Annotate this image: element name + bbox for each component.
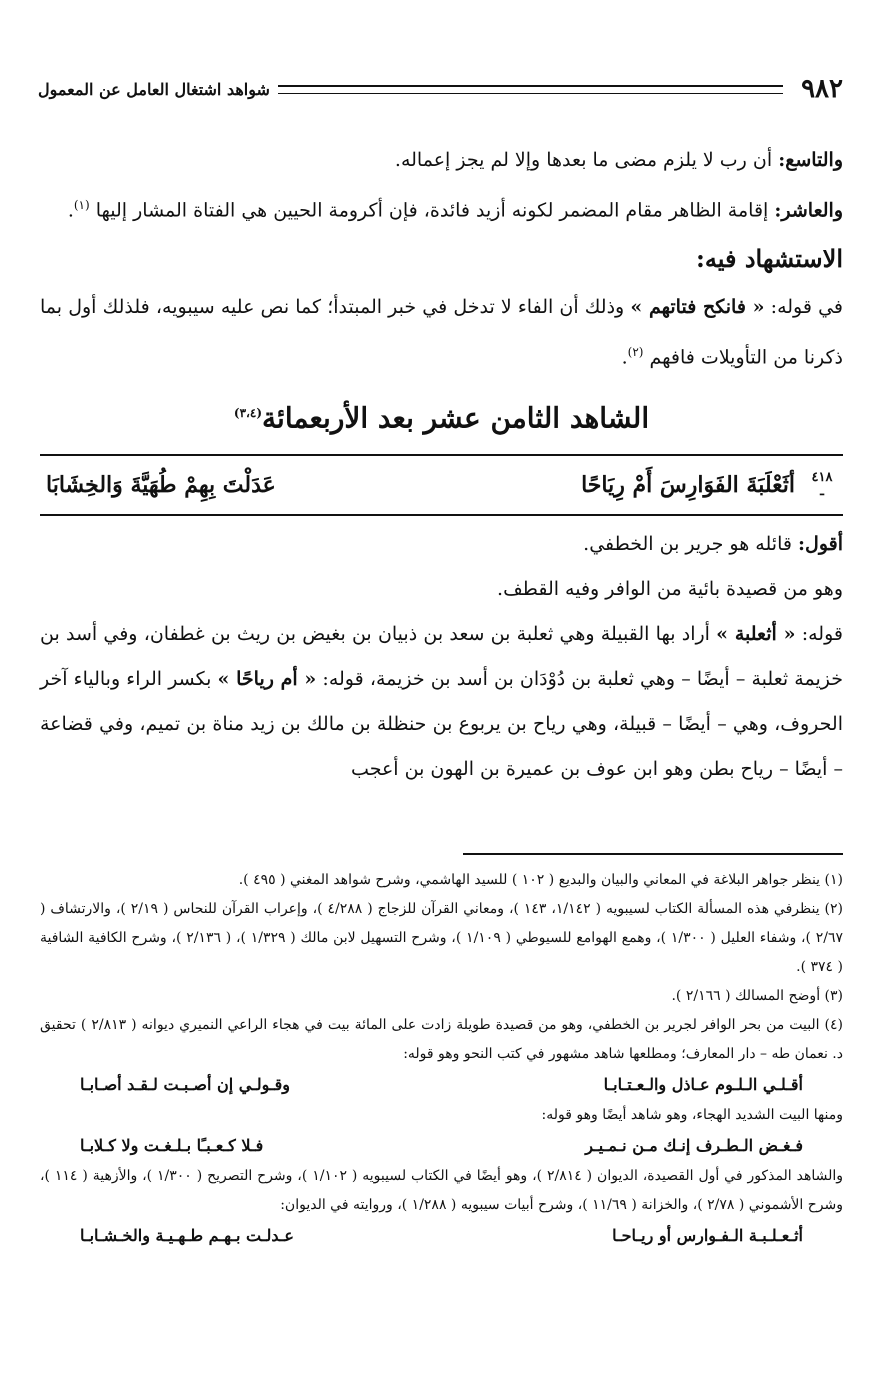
tenth-text: إقامة الظاهر مقام المضمر لكونه أزيد فائدة، فإن أكرومة الحيين هي الفتاة المشار إليها — [95, 199, 769, 222]
evidence-title: الشاهد الثامن عشر بعد الأربعمائة$^{(٣،٤)}$ — [233, 400, 650, 434]
paragraph-attribution: أقول: قائله هو جرير بن الخطفي. — [583, 532, 843, 555]
verse-number: ٤١٨ ـ — [811, 469, 833, 499]
footnote-verse-1: أقـلـي الـلـوم عـاذل والـعـتـابـا وقـولـي إن أصـبـت لـقـد أصـابـا — [80, 1075, 803, 1094]
footnote-ref-3-4[interactable]: (٣،٤) — [233, 405, 263, 420]
main-text — [40, 138, 843, 792]
footnote-ref-1[interactable]: (١) — [73, 198, 90, 212]
footnote-verse-3: أثـعـلـبـة الـفـوارس أو ريـاحـا عـدلـت بـهـم طـهـيـة والخـشـابـا — [80, 1226, 803, 1245]
footnote-ref-2[interactable]: (٢) — [627, 345, 644, 360]
paragraph-ninth — [40, 138, 843, 183]
header-rule — [278, 85, 783, 94]
verse-418 — [40, 454, 843, 516]
verse-second-hemistich: عَدَلْتَ بِهِمْ طُهَيَّةَ وَالخِشَابَا — [46, 471, 276, 498]
tenth-label: والعاشر: — [774, 199, 843, 222]
paragraph-meter: وهو من قصيدة بائية من الوافر وفيه القطف. — [497, 577, 843, 600]
footnote-4: (٤) البيت من بحر الوافر لجرير بن الخطفي، وهو من قصيدة طويلة زادت على المائة بيت في هجاء الراعي النميري ديوانه ( ٢/٨١٣ ) تحقيق د. نعمان طه – دار المعارف؛ ومطلعها شاهد مشهور في كتب النحو وهو قوله: — [40, 1017, 843, 1062]
verse-first-hemistich: أثَعْلَبَةَ الفَوَارِسَ أَمْ رِيَاحًا — [581, 471, 795, 498]
page-number: ٩٨٢ — [801, 74, 843, 104]
quote-fankih: « فانكح فتاتهم » — [630, 296, 765, 319]
footnote-4-mid: ومنها البيت الشديد الهجاء، وهو شاهد أيضًا وهو قوله: — [541, 1107, 843, 1123]
footnote-2: (٢) ينظرفي هذه المسألة الكتاب لسيبويه ( ١/١٤٢، ١٤٣ )، ومعاني القرآن للزجاج ( ٤/٢٨٨ )، وإعراب القرآن للنحاس ( ٢/١٩ )، والارتشاف ( ٢/٦٧ )، وشفاء العليل ( ١/٣٠٠ )، وهمع الهوامع للسيوطي ( ١/١٠٩ )، وشرح التسهيل لابن مالك ( ١/٣٢٩ )، ( ٢/١٣٦ )، وشرح الكافية الشافية ( ٣٧٤ ). — [40, 901, 844, 975]
footnote-4-after: والشاهد المذكور في أول القصيدة، الديوان ( ٢/٨١٤ )، وهو أيضًا في الكتاب لسيبويه ( ١/١٠٢ )، وشرح التصريح ( ١/٣٠٠ )، والأزهية ( ١١٤ )، وشرح الأشموني ( ٢/٧٨ )، والخزانة ( ١١/٦٩ )، وشرح أبيات سيبويه ( ١/٢٨٨ )، وروايته في الديوان: — [40, 1168, 843, 1213]
ninth-text: أن رب لا يلزم مضى ما بعدها وإلا لم يجز إعماله. — [394, 149, 773, 171]
footnote-separator — [463, 853, 843, 855]
paragraph-citation: في قوله: « فانكح فتاتهم » وذلك أن الفاء لا تدخل في خبر المبتدأ؛ كما نص عليه سيبويه، فلذلك أول بما ذكرنا من التأويلات فافهم $^{(٢)}$. — [40, 296, 844, 369]
running-title: شواهد اشتغال العامل عن المعمول — [38, 79, 270, 99]
ninth-label: والتاسع: — [778, 149, 843, 171]
footnote-verse-2: فـغـض الـطـرف إنـك مـن نـمـيـر فـلا كـعـبـًا بـلـغـت ولا كـلابـا — [80, 1136, 803, 1155]
footnotes — [40, 866, 843, 1252]
paragraph-tenth: والعاشر: إقامة الظاهر مقام المضمر لكونه أزيد فائدة، فإن أكرومة الحيين هي الفتاة المشار إليها $^{(١)}$. — [67, 198, 843, 222]
running-header — [38, 72, 843, 106]
footnote-1: (١) ينظر جواهر البلاغة في المعاني والبيان والبديع ( ١٠٢ ) للسيد الهاشمي، وشرح شواهد المغني ( ٤٩٥ ). — [238, 872, 843, 888]
quote-thalaba: « أثعلبة » — [716, 622, 796, 645]
section-heading-citation: الاستشهاد فيه: — [696, 244, 843, 274]
quote-riyah: « أم رياحًا » — [217, 667, 317, 690]
paragraph-commentary: قوله: « أثعلبة » أراد بها القبيلة وهي ثعلبة بن سعد بن ذبيان بن بغيض بن ريث بن غطفان، وفي أسد بن خزيمة ثعلبة – أيضًا – وهي ثعلبة بن دُوْدَان بن أسد بن خزيمة، قوله: « أم رياحًا » بكسر الراء وبالياء آخر الحروف، وهي – أيضًا – قبيلة، وهي رياح بن يربوع بن حنظلة بن مالك بن زيد مناة بن تميم، وفي قضاعة – أيضًا – رياح بطن وهو ابن عوف بن عميرة بن الهون بن أعجب — [40, 622, 843, 780]
footnote-3: (٣) أوضح المسالك ( ٢/١٦٦ ). — [671, 988, 843, 1004]
